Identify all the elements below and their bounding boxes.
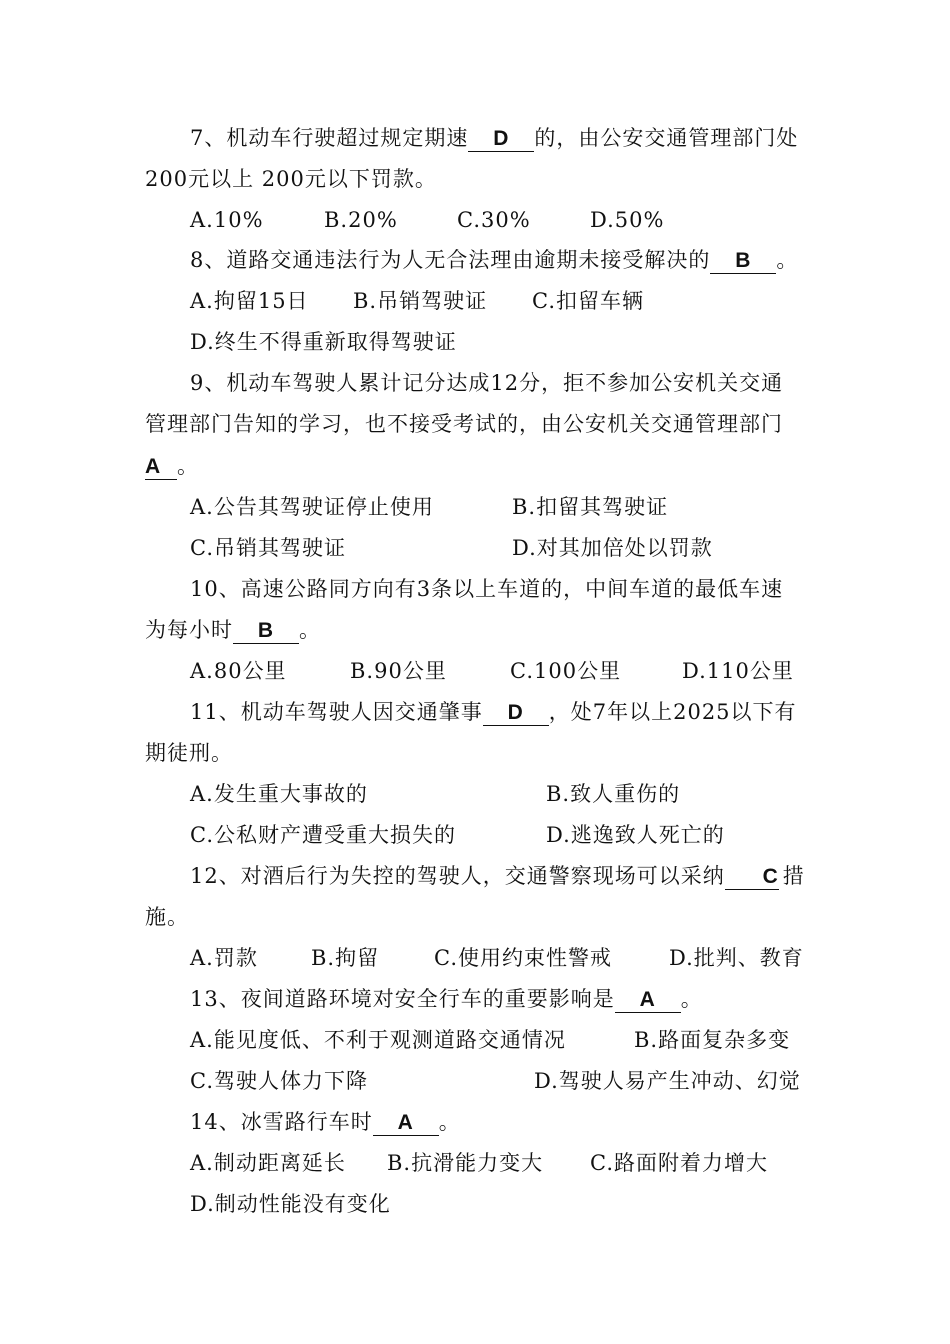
question-12-stem: 12、对酒后行为失控的驾驶人，交通警察现场可以采纳 C 措: [190, 864, 805, 888]
question-9-stem: 9、机动车驾驶人累计记分达成12分，拒不参加公安机关交通: [190, 371, 784, 395]
answer-blank: A: [145, 455, 177, 480]
option: C.使用约束性警戒: [434, 946, 612, 970]
question-8-options: [190, 286, 810, 316]
option: D.50%: [590, 208, 665, 232]
option: B.20%: [324, 208, 398, 232]
option: D.制动性能没有变化: [190, 1192, 391, 1216]
question-9-cont: 管理部门告知的学习，也不接受考试的，由公安机关交通管理部门: [145, 412, 783, 436]
answer-blank: A: [615, 988, 681, 1013]
question-10-options: [190, 656, 810, 686]
option: C.30%: [457, 208, 531, 232]
question-12-options: [190, 943, 810, 973]
question-13-stem: 13、夜间道路环境对安全行车的重要影响是 A 。: [190, 987, 703, 1011]
option: C.驾驶人体力下降: [190, 1069, 368, 1093]
option: B.扣留其驾驶证: [512, 495, 669, 519]
option: B.吊销驾驶证: [353, 289, 488, 313]
option: D.批判、教育: [669, 946, 804, 970]
option: A.10%: [190, 208, 264, 232]
option: A.能见度低、不利于观测道路交通情况: [190, 1028, 566, 1052]
question-10-stem: 10、高速公路同方向有3条以上车道的，中间车道的最低车速: [190, 577, 784, 601]
option: D.驾驶人易产生冲动、幻觉: [534, 1069, 801, 1093]
option: C.扣留车辆: [532, 289, 644, 313]
question-10-cont: 为每小时 B 。: [145, 618, 321, 642]
question-9-options-row2: [190, 533, 810, 563]
option: A.制动距离延长: [190, 1151, 346, 1175]
question-8-stem: 8、道路交通违法行为人无合法理由逾期未接受解决的 B 。: [190, 248, 799, 272]
question-14-stem: 14、冰雪路行车时 A 。: [190, 1110, 461, 1134]
option: C.吊销其驾驶证: [190, 536, 346, 560]
answer-blank: D: [483, 701, 549, 726]
option: C.路面附着力增大: [590, 1151, 768, 1175]
answer-blank: B: [710, 249, 776, 274]
question-13-options-row1: [190, 1025, 810, 1055]
answer-blank: C: [725, 865, 779, 890]
question-11-stem: 11、机动车驾驶人因交通肇事 D ，处7年以上2025以下有: [190, 700, 797, 724]
question-11-cont: 期徒刑。: [145, 741, 233, 765]
question-11-options-row2: [190, 820, 810, 850]
option: D.110公里: [682, 659, 794, 683]
option: D.终生不得重新取得驾驶证: [190, 330, 457, 354]
option: D.对其加倍处以罚款: [512, 536, 713, 560]
answer-blank: B: [233, 619, 299, 644]
option: B.拘留: [311, 946, 380, 970]
option: A.拘留15日: [190, 289, 309, 313]
option: C.100公里: [510, 659, 622, 683]
answer-blank: A: [373, 1111, 439, 1136]
question-7-options: [190, 205, 810, 235]
option: B.90公里: [350, 659, 447, 683]
question-7-stem: 7、机动车行驶超过规定期速 D 的，由公安交通管理部门处: [190, 126, 799, 150]
question-9-answer-line: A 。: [145, 454, 199, 478]
question-7-cont: 200元以上 200元以下罚款。: [145, 167, 437, 191]
option: B.路面复杂多变: [634, 1028, 791, 1052]
option: C.公私财产遭受重大损失的: [190, 823, 456, 847]
option: D.逃逸致人死亡的: [546, 823, 725, 847]
option: B.抗滑能力变大: [387, 1151, 544, 1175]
option: A.公告其驾驶证停止使用: [190, 495, 434, 519]
question-14-options: [190, 1148, 810, 1178]
option: B.致人重伤的: [546, 782, 681, 806]
option: A.80公里: [190, 659, 287, 683]
option: A.发生重大事故的: [190, 782, 368, 806]
question-13-options-row2: [190, 1066, 810, 1096]
question-11-options-row1: [190, 779, 810, 809]
option: A.罚款: [190, 946, 258, 970]
question-12-cont: 施。: [145, 905, 189, 929]
question-9-options-row1: [190, 492, 810, 522]
answer-blank: D: [468, 127, 534, 152]
